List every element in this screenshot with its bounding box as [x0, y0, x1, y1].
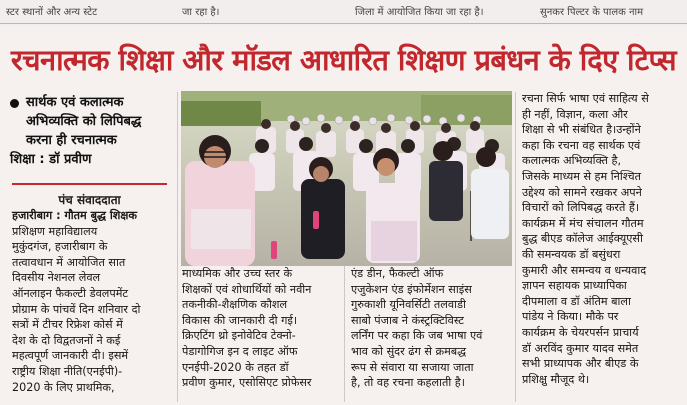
highlight-line: शिक्षा : डॉ प्रवीण — [10, 152, 92, 167]
column-1 — [12, 208, 172, 395]
text-line: साबो पंजाब ने कंस्ट्रक्टिविस्ट — [351, 313, 464, 327]
column-3 — [351, 266, 509, 391]
text-line: कुमारी और समन्वय व धन्यवाद — [522, 263, 647, 277]
text-line: लर्निंग पर कहा कि जब भाषा एवं — [351, 329, 483, 343]
text-line: मुकुंदगंज, हजारीबाग के — [12, 240, 108, 254]
strip-text-mid: जा रहा है। — [182, 7, 220, 18]
headline: रचनात्मक शिक्षा और मॉडल आधारित शिक्षण प्रबंधन के दिए टिप्स — [10, 43, 677, 77]
column-divider — [515, 92, 516, 402]
strip-text-right2: सुनकर पिल्टर के पालक नाम — [540, 7, 644, 18]
text-line: ज्ञापन सहायक प्राध्यापिका — [522, 279, 627, 293]
text-line: ऑनलाइन फैकल्टी डेवलपमेंट — [12, 286, 129, 300]
text-line: तत्वावधान में आयोजित सात — [12, 255, 126, 269]
column-2 — [182, 266, 340, 391]
text-line: राष्ट्रीय शिक्षा नीति(एनईपी)- — [12, 364, 123, 378]
text-line: हजारीबाग : गौतम बुद्ध शिक्षक — [12, 209, 137, 222]
text-line: माध्यमिक और उच्च स्तर के — [182, 267, 293, 280]
text-line: रूप से संवारा या सजाया जाता — [351, 360, 474, 374]
text-line: एंड डीन, फैकल्टी ऑफ — [351, 267, 444, 280]
text-line: सभी प्राध्यापक और बीएड के — [522, 357, 639, 371]
text-line: प्रशिक्षण महाविद्यालय — [12, 224, 98, 238]
text-line: उद्देश्य को सामने रखकर अपने — [522, 185, 642, 199]
event-photo-image — [181, 91, 512, 266]
text-line: सत्रों में टीचर रिफ्रेश कोर्स में — [12, 318, 123, 332]
highlight-line: सार्थक एवं कलात्मक — [26, 95, 124, 110]
event-photo — [181, 91, 512, 266]
text-line: प्रोग्राम के पांचवें दिन शनिवार दो — [12, 302, 141, 316]
highlight-line: करना ही रचनात्मक — [26, 133, 117, 148]
highlight-line: अभिव्यक्ति को लिपिबद्ध — [26, 114, 142, 129]
text-line: जिसके माध्यम से हम निश्चित — [522, 169, 641, 183]
text-line: पांडेय ने किया। मौके पर — [522, 310, 619, 324]
text-line: शिक्षकों एवं शोधार्थियों को नवीन — [182, 282, 312, 296]
bullet-icon — [10, 99, 19, 108]
text-line: ही नहीं, विज्ञान, कला और — [522, 107, 628, 121]
text-line: एनईपी-2020 के तहत डॉ — [182, 360, 289, 374]
text-line: की समन्वयक डॉ बसुंधरा — [522, 247, 621, 261]
strip-text-left: स्टर स्थानों और अन्य स्टेट — [6, 7, 98, 18]
byline-rule — [12, 183, 167, 185]
text-line: रचना सिर्फ भाषा एवं साहित्य से — [522, 92, 649, 105]
text-line: कार्यक्रम के चेयरपर्सन प्राचार्य — [522, 325, 639, 339]
text-line: प्रवीण कुमार, एसोसिएट प्रोफेसर — [182, 376, 312, 390]
text-line: गुरुकाशी यूनिवर्सिटी तलवाडी — [351, 298, 466, 312]
column-divider — [344, 266, 345, 402]
strip-text-right1: जिला में आयोजित किया जा रहा है। — [355, 7, 484, 18]
text-line: देश के दो विद्वतजनों ने कई — [12, 333, 121, 347]
text-line: बुद्ध बीएड कॉलेज आईक्यूएसी — [522, 232, 643, 246]
text-line: विचारों को लिपिबद्ध करते हैं। — [522, 201, 640, 215]
text-line: एजुकेशन एंड इंफोर्मेशन साइंस — [351, 282, 472, 296]
column-4 — [522, 91, 680, 387]
highlight-box — [10, 94, 172, 176]
column-divider — [177, 92, 178, 402]
text-line: प्रशिक्षु मौजूद थे। — [522, 372, 590, 386]
text-line: दिवसीय नेशनल लेवल — [12, 271, 101, 285]
text-line: महत्वपूर्ण जानकारी दी। इसमें — [12, 349, 129, 363]
text-line: दीपमाला व डॉ अंतिम बाला — [522, 294, 631, 308]
text-line: विकास की जानकारी दी गई। — [182, 313, 298, 327]
text-line: है, तो वह रचना कहलाती है। — [351, 376, 465, 390]
text-line: क्रिएटिंग थ्रो इनोवेटिव टेक्नो- — [182, 329, 296, 343]
text-line: कलात्मक अभिव्यक्ति है, — [522, 154, 622, 168]
text-line: डॉ अरविंद कुमार यादव समेत — [522, 341, 639, 355]
text-line: कार्यक्रम में मंच संचालन गौतम — [522, 216, 644, 230]
top-strip — [0, 0, 687, 26]
text-line: भाव को सुंदर ढंग से क्रमबद्ध — [351, 344, 467, 358]
byline: पंच संवाददाता — [58, 193, 121, 207]
strip-rule — [0, 23, 687, 24]
text-line: शिक्षा से भी संबंधित है।उन्होंने — [522, 123, 641, 137]
text-line: पेडागोगिज इन द लाइट ऑफ — [182, 344, 298, 358]
text-line: कहा कि रचना वह सार्थक एवं — [522, 138, 641, 152]
text-line: तकनीकी-शैक्षणिक कौशल — [182, 298, 288, 312]
text-line: 2020 के लिए प्राथमिक, — [12, 380, 115, 394]
